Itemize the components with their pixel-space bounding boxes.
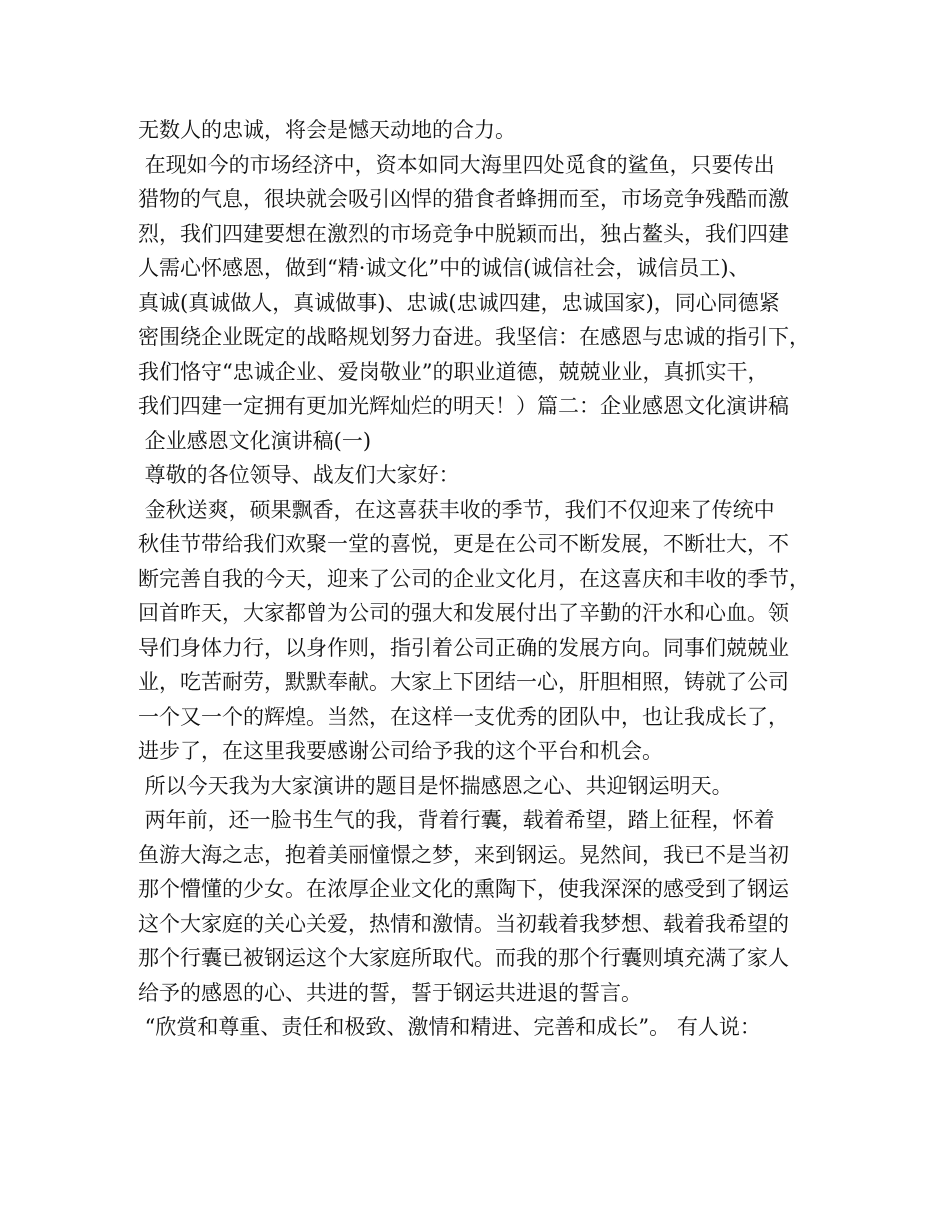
text-line: 在现如今的市场经济中，资本如同大海里四处觅食的鲨鱼，只要传出: [138, 152, 775, 177]
text-line: 给予的感恩的心、共进的誓，誓于钢运共进退的誓言。: [138, 980, 642, 1005]
text-line: 鱼游大海之志，抱着美丽憧憬之梦，来到钢运。晃然间，我已不是当初: [138, 842, 789, 867]
text-line: 两年前，还一脸书生气的我，背着行囊，载着希望，踏上征程，怀着: [138, 808, 775, 832]
text-line: 密围绕企业既定的战略规划努力奋进。我坚信：在感恩与忠诚的指引下，: [138, 325, 810, 349]
salutation: 尊敬的各位领导、战友们大家好：: [138, 463, 460, 487]
text-line: 业，吃苦耐劳，默默奉献。大家上下团结一心，肝胆相照，铸就了公司: [138, 670, 789, 694]
text-line: 烈，我们四建要想在激烈的市场竞争中脱颖而出，独占鳌头，我们四建: [138, 221, 789, 246]
text-line: 进步了，在这里我要感谢公司给予我的这个平台和机会。: [138, 739, 663, 763]
text-line: 我们四建一定拥有更加光辉灿烂的明天！）篇二：企业感恩文化演讲稿: [138, 394, 789, 418]
text-line: 那个行囊已被钢运这个大家庭所取代。而我的那个行囊则填充满了家人: [138, 946, 789, 970]
text-line: 这个大家庭的关心关爱，热情和激情。当初载着我梦想、载着我希望的: [138, 911, 789, 936]
document-body: [138, 113, 828, 1045]
text-line: “欣赏和尊重、责任和极致、激情和精进、完善和成长”。 有人说：: [138, 1015, 761, 1039]
text-line: 所以今天我为大家演讲的题目是怀揣感恩之心、共迎钢运明天。: [138, 773, 733, 798]
text-line: 断完善自我的今天，迎来了公司的企业文化月，在这喜庆和丰收的季节，: [138, 566, 810, 591]
text-line: 那个懵懂的少女。在浓厚企业文化的熏陶下，使我深深的感受到了钢运: [138, 877, 789, 901]
text-line: 无数人的忠诚，将会是憾天动地的合力。: [138, 118, 516, 142]
text-line: 导们身体力行，以身作则，指引着公司正确的发展方向。同事们兢兢业: [138, 635, 789, 660]
text-line: 金秋送爽，硕果飘香，在这喜获丰收的季节，我们不仅迎来了传统中: [138, 497, 775, 522]
text-line: 真诚(真诚做人，真诚做事)、忠诚(忠诚四建，忠诚国家)，同心同德紧: [138, 290, 780, 315]
section-title: 企业感恩文化演讲稿(一): [138, 428, 372, 453]
text-line: 我们恪守“忠诚企业、爱岗敬业”的职业道德，兢兢业业，真抓实干，: [138, 359, 769, 384]
text-line: 回首昨天，大家都曾为公司的强大和发展付出了辛勤的汗水和心血。领: [138, 601, 789, 625]
text-line: 猎物的气息，很块就会吸引凶悍的猎食者蜂拥而至，市场竞争残酷而激: [138, 187, 789, 211]
text-line: 一个又一个的辉煌。当然，在这样一支优秀的团队中，也让我成长了，: [138, 704, 789, 729]
text-line: 秋佳节带给我们欢聚一堂的喜悦，更是在公司不断发展，不断壮大，不: [138, 532, 789, 556]
text-line: 人需心怀感恩，做到“精·诚文化”中的诚信(诚信社会，诚信员工)、: [138, 256, 750, 280]
